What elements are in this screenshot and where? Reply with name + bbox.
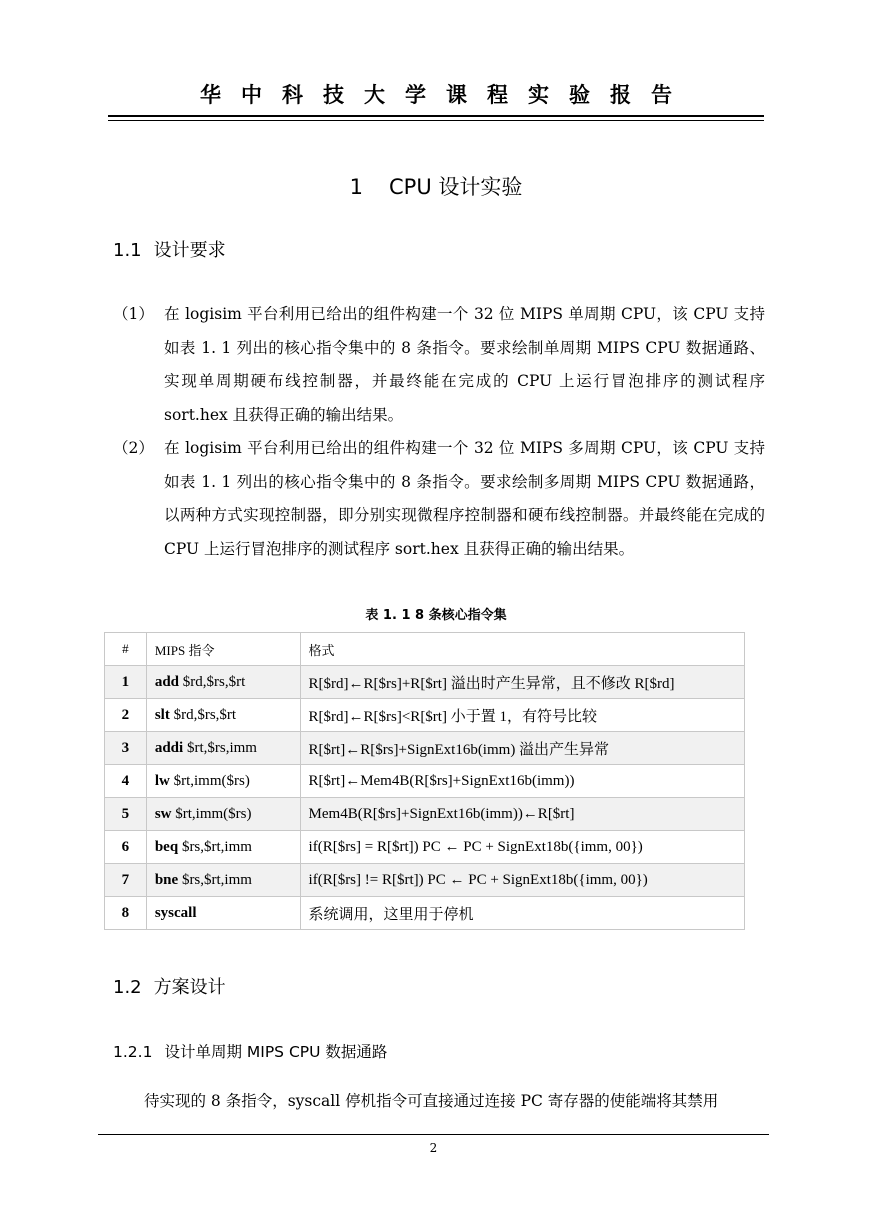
row-number: 2 (105, 699, 147, 732)
row-format: 系统调用，这里用于停机 (300, 897, 744, 930)
requirement-item-1 (113, 298, 765, 432)
section-title: 方案设计 (153, 977, 226, 998)
row-number: 6 (105, 831, 147, 864)
table-caption: 表 1. 1 8 条核心指令集 (365, 608, 507, 623)
section-title: 设计要求 (153, 240, 226, 261)
row-operands: $rt,imm($rs) (171, 805, 252, 822)
section-heading-scheme-design (113, 975, 226, 1001)
header-cell-format: 格式 (300, 633, 744, 666)
row-instruction (146, 831, 300, 864)
row-operands: $rt,$rs,imm (183, 739, 257, 756)
row-instruction (146, 666, 300, 699)
row-format: if(R[$rs] = R[$rt]) PC ← PC + SignExt18b({imm, 00}) (300, 831, 744, 864)
row-opcode: addi (154, 739, 184, 756)
report-header-title: 华中科技大学课程实验报告 (200, 83, 692, 107)
row-format: R[$rt]←Mem4B(R[$rs]+SignExt16b(imm)) (300, 765, 744, 798)
row-opcode: syscall (154, 904, 197, 921)
row-operands: $rt,imm($rs) (169, 772, 250, 789)
section-number: 1.1 (113, 240, 142, 261)
row-number: 5 (105, 798, 147, 831)
table-row (105, 699, 745, 732)
subsection-title: 设计单周期 MIPS CPU 数据通路 (164, 1043, 388, 1061)
row-format: Mem4B(R[$rs]+SignExt16b(imm))←R[$rt] (300, 798, 744, 831)
chapter-title: CPU 设计实验 (389, 175, 523, 199)
header-rule-thick (108, 115, 764, 117)
row-format: R[$rd]←R[$rs]+R[$rt] 溢出时产生异常，且不修改 R[$rd] (300, 666, 744, 699)
row-instruction (146, 699, 300, 732)
header-cell-instruction: MIPS 指令 (146, 633, 300, 666)
row-number: 4 (105, 765, 147, 798)
requirement-mark: （2） (113, 439, 154, 457)
footer-rule (98, 1134, 769, 1135)
row-number: 7 (105, 864, 147, 897)
row-opcode: slt (154, 706, 170, 723)
header-cell-number: # (105, 633, 147, 666)
chapter-number: 1 (349, 175, 363, 199)
instruction-table (104, 632, 745, 930)
subsection-heading-datapath (113, 1040, 387, 1064)
table-row (105, 732, 745, 765)
page-number: 2 (429, 1141, 438, 1155)
row-number: 1 (105, 666, 147, 699)
row-opcode: bne (154, 871, 179, 888)
row-format: R[$rt]←R[$rs]+SignExt16b(imm) 溢出产生异常 (300, 732, 744, 765)
row-instruction (146, 765, 300, 798)
section-heading-design-requirements (113, 238, 226, 264)
subsection-number: 1.2.1 (113, 1043, 153, 1061)
row-opcode: lw (154, 772, 170, 789)
requirement-text: 在 logisim 平台利用已给出的组件构建一个 32 位 MIPS 单周期 CPU，该 CPU 支持如表 1. 1 列出的核心指令集中的 8 条指令。要求绘制单周期 MIPS CPU 数据通路、实现单周期硬布线控制器，并最终能在完成的 CPU 上运行冒泡排序的测试程序 sort.hex 且获得正确的输出结果。 (164, 305, 765, 424)
row-instruction (146, 798, 300, 831)
row-number: 8 (105, 897, 147, 930)
requirement-mark: （1） (113, 305, 154, 323)
table-header-row (105, 633, 745, 666)
requirement-item-2 (113, 432, 765, 566)
row-opcode: sw (154, 805, 172, 822)
table-row (105, 897, 745, 930)
row-opcode: beq (154, 838, 179, 855)
table-row (105, 765, 745, 798)
body-paragraph: 待实现的 8 条指令，syscall 停机指令可直接通过连接 PC 寄存器的使能端将其禁用 (144, 1092, 719, 1110)
table-row (105, 831, 745, 864)
requirement-text: 在 logisim 平台利用已给出的组件构建一个 32 位 MIPS 多周期 CPU，该 CPU 支持如表 1. 1 列出的核心指令集中的 8 条指令。要求绘制多周期 MIPS CPU 数据通路，以两种方式实现控制器，即分别实现微程序控制器和硬布线控制器。并最终能在完成的 CPU 上运行冒泡排序的测试程序 sort.hex 且获得正确的输出结果。 (164, 439, 765, 558)
row-format: if(R[$rs] != R[$rt]) PC ← PC + SignExt18b({imm, 00}) (300, 864, 744, 897)
chapter-heading (108, 172, 764, 202)
table-row (105, 798, 745, 831)
row-operands: $rd,$rs,$rt (169, 706, 237, 723)
table-row (105, 666, 745, 699)
row-operands: $rd,$rs,$rt (179, 673, 246, 690)
row-operands: $rs,$rt,imm (178, 871, 252, 888)
header-rule-thin (108, 120, 764, 121)
row-instruction (146, 732, 300, 765)
row-format: R[$rd]←R[$rs]<R[$rt] 小于置 1，有符号比较 (300, 699, 744, 732)
row-number: 3 (105, 732, 147, 765)
row-instruction (146, 864, 300, 897)
row-opcode: add (154, 673, 180, 690)
section-number: 1.2 (113, 977, 142, 998)
table-row (105, 864, 745, 897)
row-operands: $rs,$rt,imm (178, 838, 252, 855)
row-instruction (146, 897, 300, 930)
